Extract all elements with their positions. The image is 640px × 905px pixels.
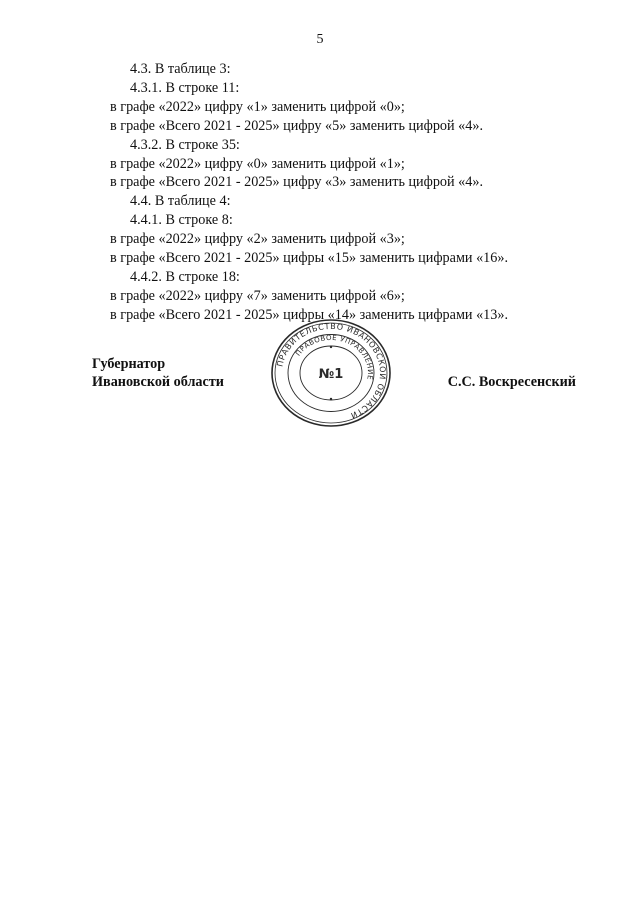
body-line: в графе «2022» цифру «7» заменить цифрой «6»;: [110, 287, 405, 304]
seal-center-text: №1: [318, 367, 344, 382]
document-body: [110, 60, 580, 325]
body-line: в графе «Всего 2021 - 2025» цифру «5» заменить цифрой «4».: [110, 117, 483, 134]
body-line: 4.3. В таблице 3:: [130, 61, 231, 77]
body-line: 4.3.1. В строке 11:: [130, 79, 240, 96]
body-line: 4.4.1. В строке 8:: [130, 212, 233, 229]
body-line: в графе «Всего 2021 - 2025» цифру «3» заменить цифрой «4».: [110, 174, 483, 191]
page-number: 5: [316, 32, 324, 47]
signatory-title-line: Ивановской области: [92, 374, 224, 390]
body-line: 4.4. В таблице 4:: [130, 193, 231, 210]
body-line: в графе «2022» цифру «0» заменить цифрой «1»;: [110, 155, 405, 172]
body-line: в графе «2022» цифру «2» заменить цифрой «3»;: [110, 231, 405, 248]
official-seal-icon: [270, 318, 392, 428]
signatory-title-line: Губернатор: [92, 356, 166, 372]
signatory-name: С.С. Воскресенский: [447, 374, 576, 390]
seal-outer-text: ПРАВИТЕЛЬСТВО ИВАНОВСКОЙ ОБЛАСТИ: [275, 321, 388, 421]
body-line: в графе «Всего 2021 - 2025» цифры «14» заменить цифрами «13».: [110, 306, 508, 323]
body-line: в графе «2022» цифру «1» заменить цифрой «0»;: [110, 98, 405, 115]
body-line: 4.4.2. В строке 18:: [130, 268, 240, 285]
body-line: 4.3.2. В строке 35:: [130, 136, 240, 153]
body-line: в графе «Всего 2021 - 2025» цифры «15» заменить цифрами «16».: [110, 250, 508, 267]
seal-inner-text: ПРАВОВОЕ УПРАВЛЕНИЕ: [294, 333, 375, 381]
signatory-title: [92, 355, 224, 391]
